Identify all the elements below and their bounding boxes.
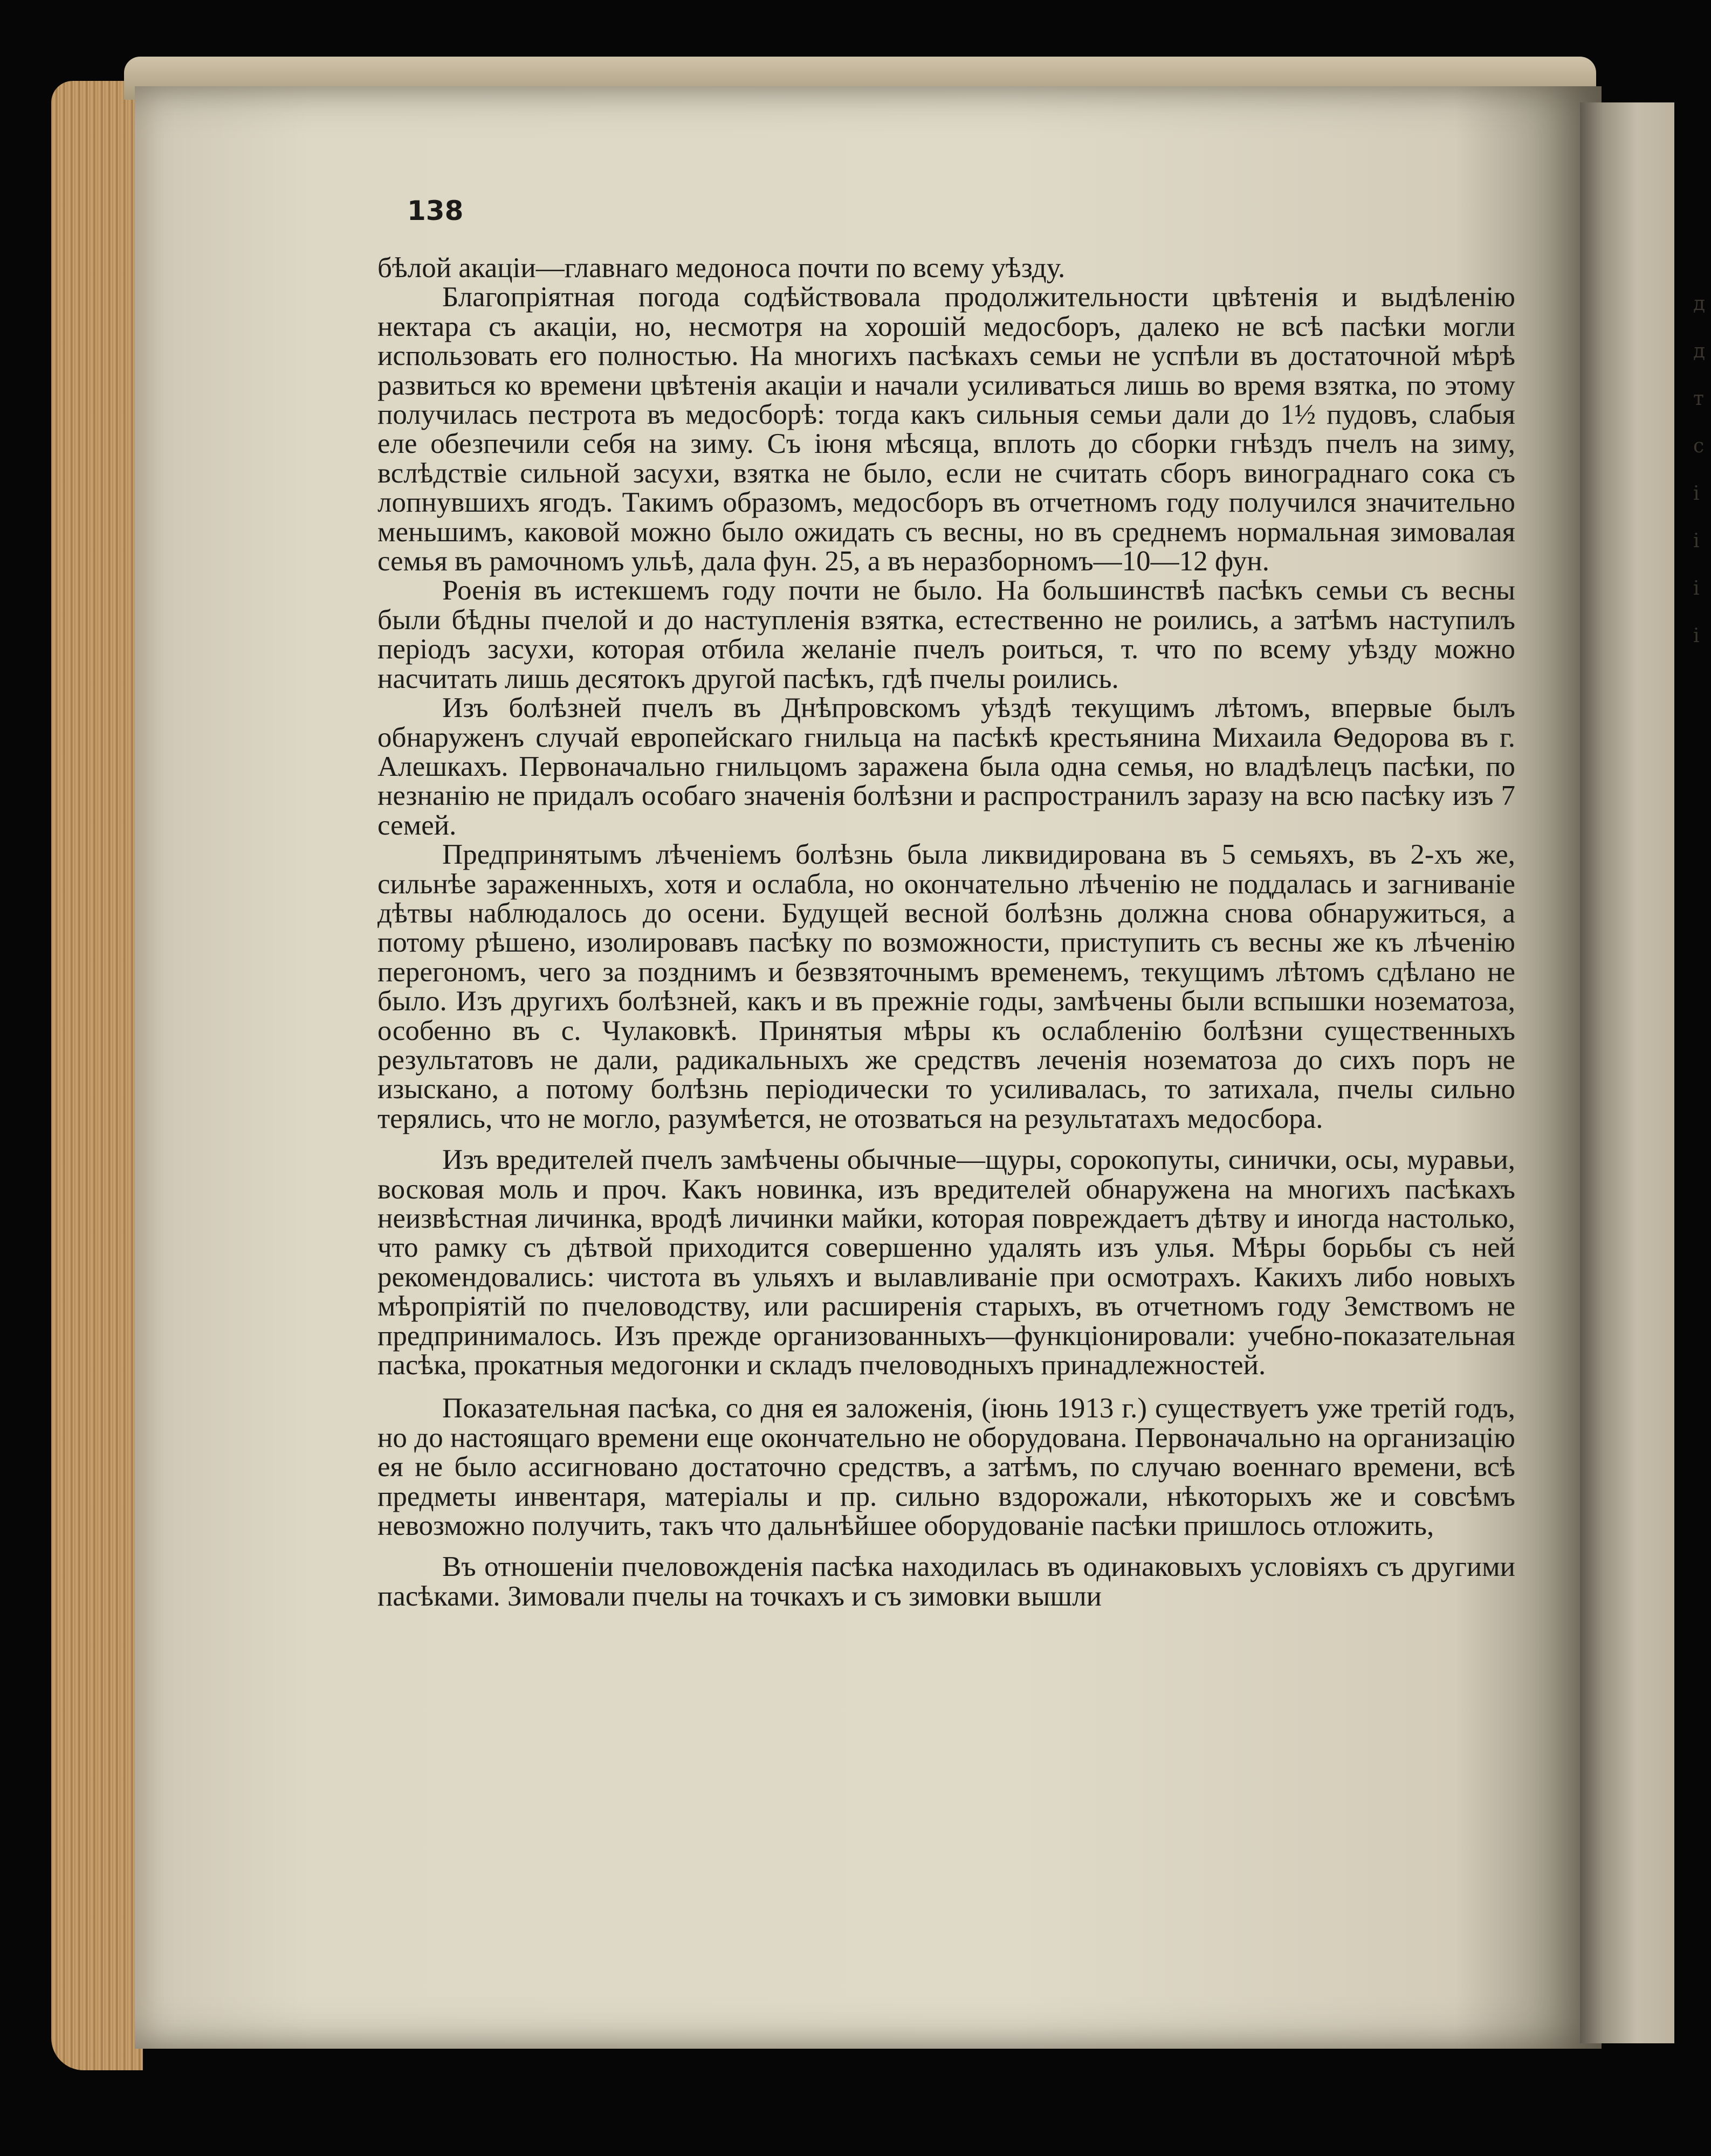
paragraph-diseases: Изъ болѣзней пчелъ въ Днѣпровскомъ уѣздѣ текущимъ лѣтомъ, впервые былъ обнаруженъ случай европейскаго гнильца на пасѣкѣ крестьянина Михаила Ѳедорова въ г. Алешкахъ. Первоначально гнильцомъ заражена была одна семья, но владѣлецъ пасѣки, по незнанію не придалъ особаго значенія болѣзни и распространилъ заразу на всю пасѣку изъ 7 семей. bbox=[377, 692, 1515, 841]
paragraph-swarming: Роенія въ истекшемъ году почти не было. На большинствѣ пасѣкъ семьи съ весны были бѣдны пчелой и до наступленія взятка, естественно не роились, а затѣмъ наступилъ періодъ засухи, которая отбила желаніе пчелъ роиться, т. что по всему уѣзду можно насчитать лишь десятокъ другой пасѣкъ, гдѣ пчелы роились. bbox=[377, 575, 1515, 694]
facing-letter: і bbox=[1693, 483, 1700, 505]
book-page-edges bbox=[51, 81, 143, 2070]
facing-letter: с bbox=[1693, 435, 1705, 457]
paragraph-treatment: Предпринятымъ лѣченіемъ болѣзнь была ликвидирована въ 5 семьяхъ, въ 2-хъ же, сильнѣе зараженныхъ, хотя и ослабла, но окончательно лѣченію не поддалась и загниваніе дѣтвы наблюдалось до осени. Будущей весной болѣзнь должна снова обнаружиться, а потому рѣшено, изолировавъ пасѣку по возможности, приступить съ весны же къ лѣченію перегономъ, чего за позднимъ и безвзяточнымъ временемъ, текущимъ лѣтомъ сдѣлано не было. Изъ другихъ болѣзней, какъ и въ прежніе годы, замѣчены были вспышки нозематоза, особенно въ с. Чулаковкѣ. Принятыя мѣры къ ослабленію болѣзни существенныхъ результатовъ не дали, радикальныхъ же средствъ леченія нозематоза до сихъ поръ не изыскано, а потому болѣзнь періодически то усиливалась, то затихала, пчелы сильно терялись, что не могло, разумѣется, не отозваться на результатахъ медосбора. bbox=[377, 839, 1515, 1134]
facing-page-strip bbox=[1580, 102, 1674, 2043]
facing-letter: і bbox=[1693, 530, 1700, 552]
paragraph-continuation: бѣлой акаціи—главнаго медоноса почти по всему уѣзду. bbox=[377, 252, 1066, 284]
facing-letter: і bbox=[1693, 577, 1700, 600]
facing-letter: д bbox=[1693, 293, 1706, 315]
paragraph-beekeeping: Въ отношеніи пчеловожденія пасѣка находилась въ одинаковыхъ условіяхъ съ другими пасѣками. Зимовали пчелы на точкахъ и съ зимовки вышли bbox=[377, 1551, 1515, 1612]
facing-letter: т bbox=[1693, 388, 1704, 410]
facing-letter: д bbox=[1693, 340, 1706, 362]
page-number: 138 bbox=[407, 195, 464, 226]
paragraph-pests: Изъ вредителей пчелъ замѣчены обычные—щуры, сорокопуты, синички, осы, муравьи, восковая моль и проч. Какъ новинка, изъ вредителей обнаружена на многихъ пасѣкахъ неизвѣстная личинка, вродѣ личинки майки, которая повреждаетъ дѣтву и иногда настолько, что рамку съ дѣтвой приходится совершенно удалять изъ улья. Мѣры борьбы съ ней рекомендовались: чистота въ ульяхъ и вылавливаніе при осмотрахъ. Какихъ либо новыхъ мѣропріятій по пчеловодству, или расширенія старыхъ, въ отчетномъ году Земствомъ не предпринималось. Изъ прежде организованныхъ—функціонировали: учебно-показательная пасѣка, прокатныя медогонки и складъ пчеловодныхъ принадлежностей. bbox=[377, 1144, 1515, 1381]
facing-letter: і bbox=[1693, 625, 1700, 647]
paragraph-weather: Благопріятная погода содѣйствовала продолжительности цвѣтенія и выдѣленію нектара съ акаціи, но, несмотря на хорошій медосборъ, далеко не всѣ пасѣки могли использовать его полностью. На многихъ пасѣкахъ семьи не успѣли въ достаточной мѣрѣ развиться ко времени цвѣтенія акаціи и начали усиливаться лишь во время взятка, по этому получилась пестрота въ медосборѣ: тогда какъ сильныя семьи дали до 1½ пудовъ, слабыя еле обезпечили себя на зиму. Съ іюня мѣсяца, вплоть до сборки гнѣздъ пчелъ на зиму, вслѣдствіе сильной засухи, взятка не было, если не считать сборъ винограднаго сока съ лопнувшихъ ягодъ. Такимъ образомъ, медосборъ въ отчетномъ году получился значительно меньшимъ, каковой можно было ожидать съ весны, но въ среднемъ нормальная зимовалая семья въ рамочномъ ульѣ, дала фун. 25, а въ неразборномъ—10—12 фун. bbox=[377, 281, 1515, 577]
page-text bbox=[377, 253, 1515, 1611]
paragraph-demo-apiary: Показательная пасѣка, со дня ея заложенія, (іюнь 1913 г.) существуетъ уже третій годъ, но до настоящаго времени еще окончательно не оборудована. Первоначально на организацію ея не было ассигновано достаточно средствъ, а затѣмъ, по случаю военнаго времени, всѣ предметы инвентаря, матеріалы и пр. сильно вздорожали, нѣкоторыхъ же и совсѣмъ невозможно получить, такъ что дальнѣйшее оборудованіе пасѣки пришлось отложить, bbox=[377, 1393, 1515, 1542]
facing-page-letters bbox=[1693, 280, 1709, 660]
